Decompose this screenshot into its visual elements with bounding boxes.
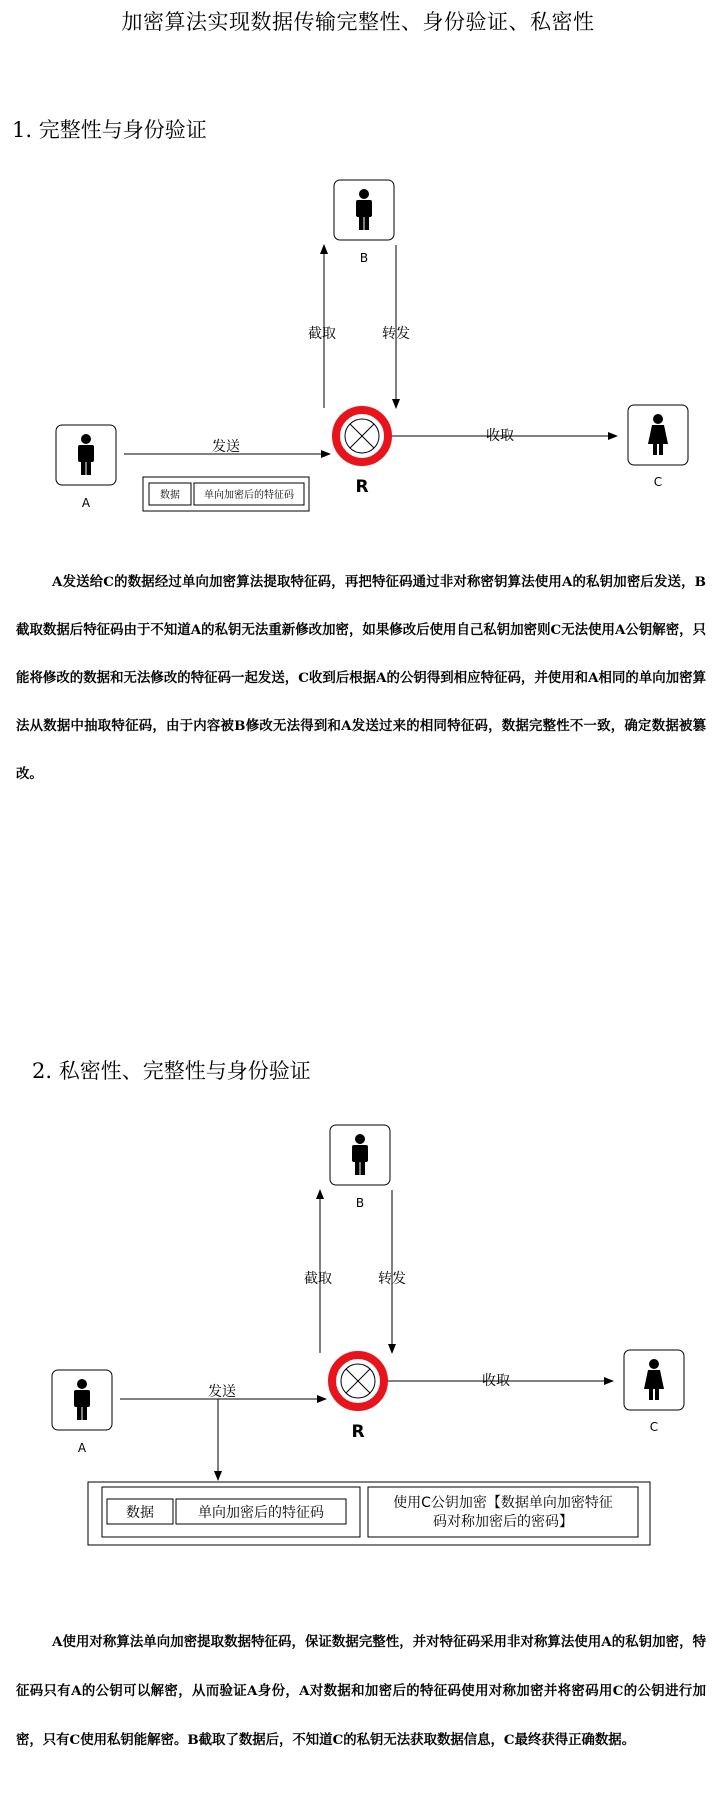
router-label: R — [355, 477, 369, 497]
node-c-label: C — [653, 475, 663, 489]
edge-receive-label: 收取 — [486, 428, 514, 444]
node-a — [56, 425, 116, 510]
node-b — [334, 180, 394, 265]
page-title: 加密算法实现数据传输完整性、身份验证、私密性 — [121, 10, 595, 34]
router-r — [336, 410, 388, 497]
c-public-key-line2: 码对称加密后的密码】 — [433, 1514, 573, 1530]
data-packet — [143, 477, 309, 511]
edge-intercept-label: 截取 — [308, 326, 336, 342]
edge-receive-label: 收取 — [482, 1373, 510, 1389]
section-2-paragraph: A使用对称算法单向加密提取数据特征码，保证数据完整性，并对特征码采用非对称算法使用A的私钥加密，特征码只有A的公钥可以解密，从而验证A身份，A对数据和加密后的特征码使用对称加密并将密码用C的公钥进行加密，只有C使用私钥能解密。B截取了数据后，不知道C的私钥无法获取数据信息，C最终获得正确数据。 — [16, 1634, 706, 1748]
c-public-key-line1: 使用C公钥加密【数据单向加密特征 — [393, 1495, 613, 1511]
edge-intercept-label: 截取 — [304, 1271, 332, 1287]
section-2-heading: 2. 私密性、完整性与身份验证 — [32, 1059, 311, 1083]
node-b — [330, 1125, 390, 1210]
edge-forward-label: 转发 — [378, 1271, 406, 1287]
diagram-privacy — [0, 1100, 716, 1560]
node-a — [52, 1370, 112, 1455]
section-1-paragraph: A发送给C的数据经过单向加密算法提取特征码，再把特征码通过非对称密钥算法使用A的私钥加密后发送，B截取数据后特征码由于不知道A的私钥无法重新修改加密，如果修改后使用自己私钥加密则C无法使用A公钥解密，只能将修改的数据和无法修改的特征码一起发送，C收到后根据A的公钥得到相应特征码，并使用和A相同的单向加密算法从数据中抽取特征码，由于内容被B修改无法得到和A发送过来的相同特征码，数据完整性不一致，确定数据被篡改。 — [16, 574, 706, 782]
node-a-label: A — [81, 496, 91, 510]
node-b-label: B — [359, 251, 369, 265]
node-c-label: C — [649, 1420, 659, 1434]
packet-hash-label: 单向加密后的特征码 — [198, 1505, 324, 1521]
edge-forward-label: 转发 — [382, 326, 410, 342]
node-a-label: A — [77, 1441, 87, 1455]
diagram-integrity — [0, 160, 716, 530]
packet-data-label: 数据 — [160, 490, 180, 501]
node-b-label: B — [355, 1196, 365, 1210]
packet-data-label: 数据 — [126, 1505, 154, 1521]
edge-send-label: 发送 — [212, 439, 240, 455]
node-c — [624, 1350, 684, 1434]
encrypted-package — [88, 1482, 650, 1545]
edge-send-label: 发送 — [208, 1384, 236, 1400]
node-c — [628, 405, 688, 489]
router-label: R — [351, 1422, 365, 1442]
packet-hash-label: 单向加密后的特征码 — [204, 490, 294, 501]
router-r — [332, 1355, 384, 1442]
section-1-heading: 1. 完整性与身份验证 — [12, 118, 207, 142]
